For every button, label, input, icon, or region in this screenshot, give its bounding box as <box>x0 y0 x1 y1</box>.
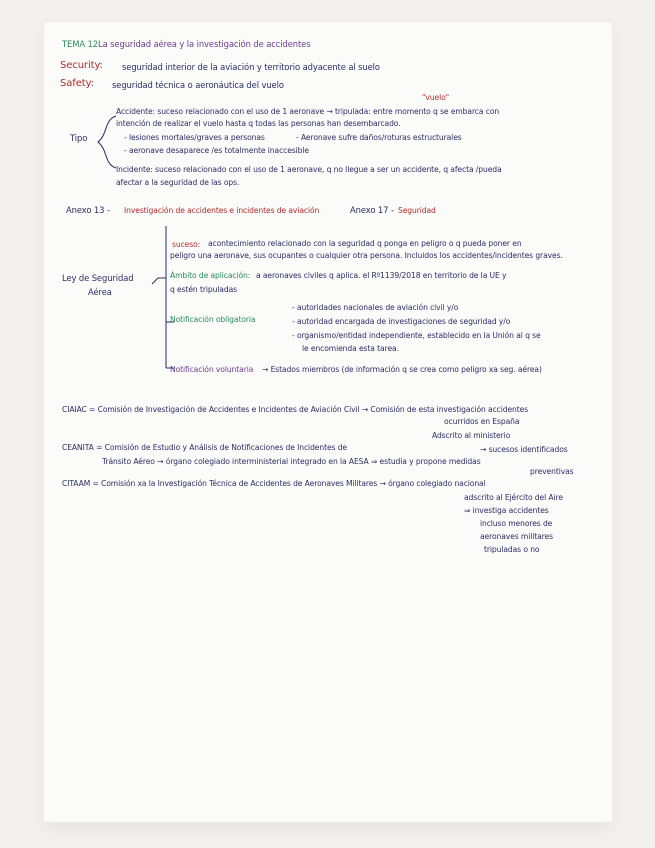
notificacion-voluntaria-term: Notificación voluntaria <box>170 365 254 374</box>
accidente-lesiones: - lesiones mortales/graves a personas <box>124 133 265 142</box>
citaam-line-1: CITAAM = Comisión xa la Investigación Técnica de Accidentes de Aeronaves Militares → órgano colegiado nacional <box>62 479 486 488</box>
ambito-line-1: a aeronaves civiles q aplica. el Rº1139/2018 en territorio de la UE y <box>256 271 507 280</box>
incidente-line-2: afectar a la seguridad de las ops. <box>116 178 240 187</box>
tipo-label: Tipo <box>70 133 88 143</box>
topic-title: La seguridad aérea y la investigación de accidentes <box>98 39 311 49</box>
ley-label-line-2: Aérea <box>88 287 112 297</box>
ciaiac-line-1: CIAIAC = Comisión de Investigación de Accidentes e Incidentes de Aviación Civil → Comisión de esta investigación accidentes <box>62 405 529 414</box>
ceanita-line-1: CEANITA = Comisión de Estudio y Análisis de Notificaciones de Incidentes de <box>62 443 347 452</box>
anexo-13-title: Investigación de accidentes e incidentes de aviación <box>124 206 320 215</box>
tipo-brace-icon <box>96 114 118 170</box>
suceso-line-1: acontecimiento relacionado con la seguridad q ponga en peligro o q pueda poner en <box>208 239 522 248</box>
ciaiac-line-2: ocurridos en España <box>444 417 520 426</box>
anexo-17-title: Seguridad <box>398 206 436 215</box>
suceso-line-2: peligro una aeronave, sus ocupantes o cualquier otra persona. Incluidos los accidentes/incidentes graves. <box>170 251 563 260</box>
notificacion-item-1: - autoridades nacionales de aviación civil y/o <box>292 303 459 312</box>
citaam-line-4: incluso menores de <box>480 519 553 528</box>
ceanita-note-1: → sucesos identificados <box>480 445 568 454</box>
accidente-line-1: Accidente: suceso relacionado con el uso de 1 aeronave → tripulada: entre momento q se embarca con <box>116 107 500 116</box>
accidente-danos: - Aeronave sufre daños/roturas estructurales <box>296 133 462 142</box>
safety-definition: seguridad técnica o aeronáutica del vuelo <box>112 80 284 90</box>
incidente-line-1: Incidente: suceso relacionado con el uso de 1 aeronave, q no llegue a ser un accidente, q afecta /pueda <box>116 165 502 174</box>
vuelo-note: "vuelo" <box>422 93 450 102</box>
accidente-desaparece: - aeronave desaparece /es totalmente inaccesible <box>124 146 309 155</box>
citaam-line-3: ⇒ investiga accidentes <box>464 506 549 515</box>
citaam-line-5: aeronaves militares <box>480 532 553 541</box>
ceanita-note-2: preventivas <box>530 467 574 476</box>
ley-label-line-1: Ley de Seguridad <box>62 273 134 283</box>
ciaiac-line-3: Adscrito al ministerio <box>432 431 511 440</box>
ley-tree-lines-icon <box>136 222 176 372</box>
security-term: Security: <box>60 60 103 71</box>
citaam-line-6: tripuladas o no <box>484 545 540 554</box>
safety-term: Safety: <box>60 78 94 89</box>
topic-number: TEMA 12 <box>62 39 98 49</box>
notificacion-obligatoria-term: Notificación obligatoria <box>170 315 256 324</box>
suceso-term: suceso: <box>172 240 201 249</box>
notificacion-item-3-line-2: le encomienda esta tarea. <box>302 344 399 353</box>
anexo-13-label: Anexo 13 - <box>66 205 110 215</box>
accidente-line-2: intención de realizar el vuelo hasta q todas las personas han desembarcado. <box>116 119 401 128</box>
notificacion-item-3-line-1: - organismo/entidad independiente, establecido en la Unión al q se <box>292 331 541 340</box>
ambito-term: Ámbito de aplicación: <box>170 271 251 280</box>
ceanita-line-2: Tránsito Aéreo → órgano colegiado interministerial integrado en la AESA ⇒ estudia y propone medidas <box>102 457 481 466</box>
notebook-page <box>44 22 612 822</box>
security-definition: seguridad interior de la aviación y territorio adyacente al suelo <box>122 62 380 72</box>
anexo-17-label: Anexo 17 - <box>350 205 394 215</box>
notificacion-voluntaria-text: → Estados miembros (de información q se crea como peligro xa seg. aérea) <box>262 365 542 374</box>
citaam-line-2: adscrito al Ejército del Aire <box>464 493 563 502</box>
notificacion-item-2: - autoridad encargada de investigaciones de seguridad y/o <box>292 317 511 326</box>
ambito-line-2: q estén tripuladas <box>170 285 237 294</box>
